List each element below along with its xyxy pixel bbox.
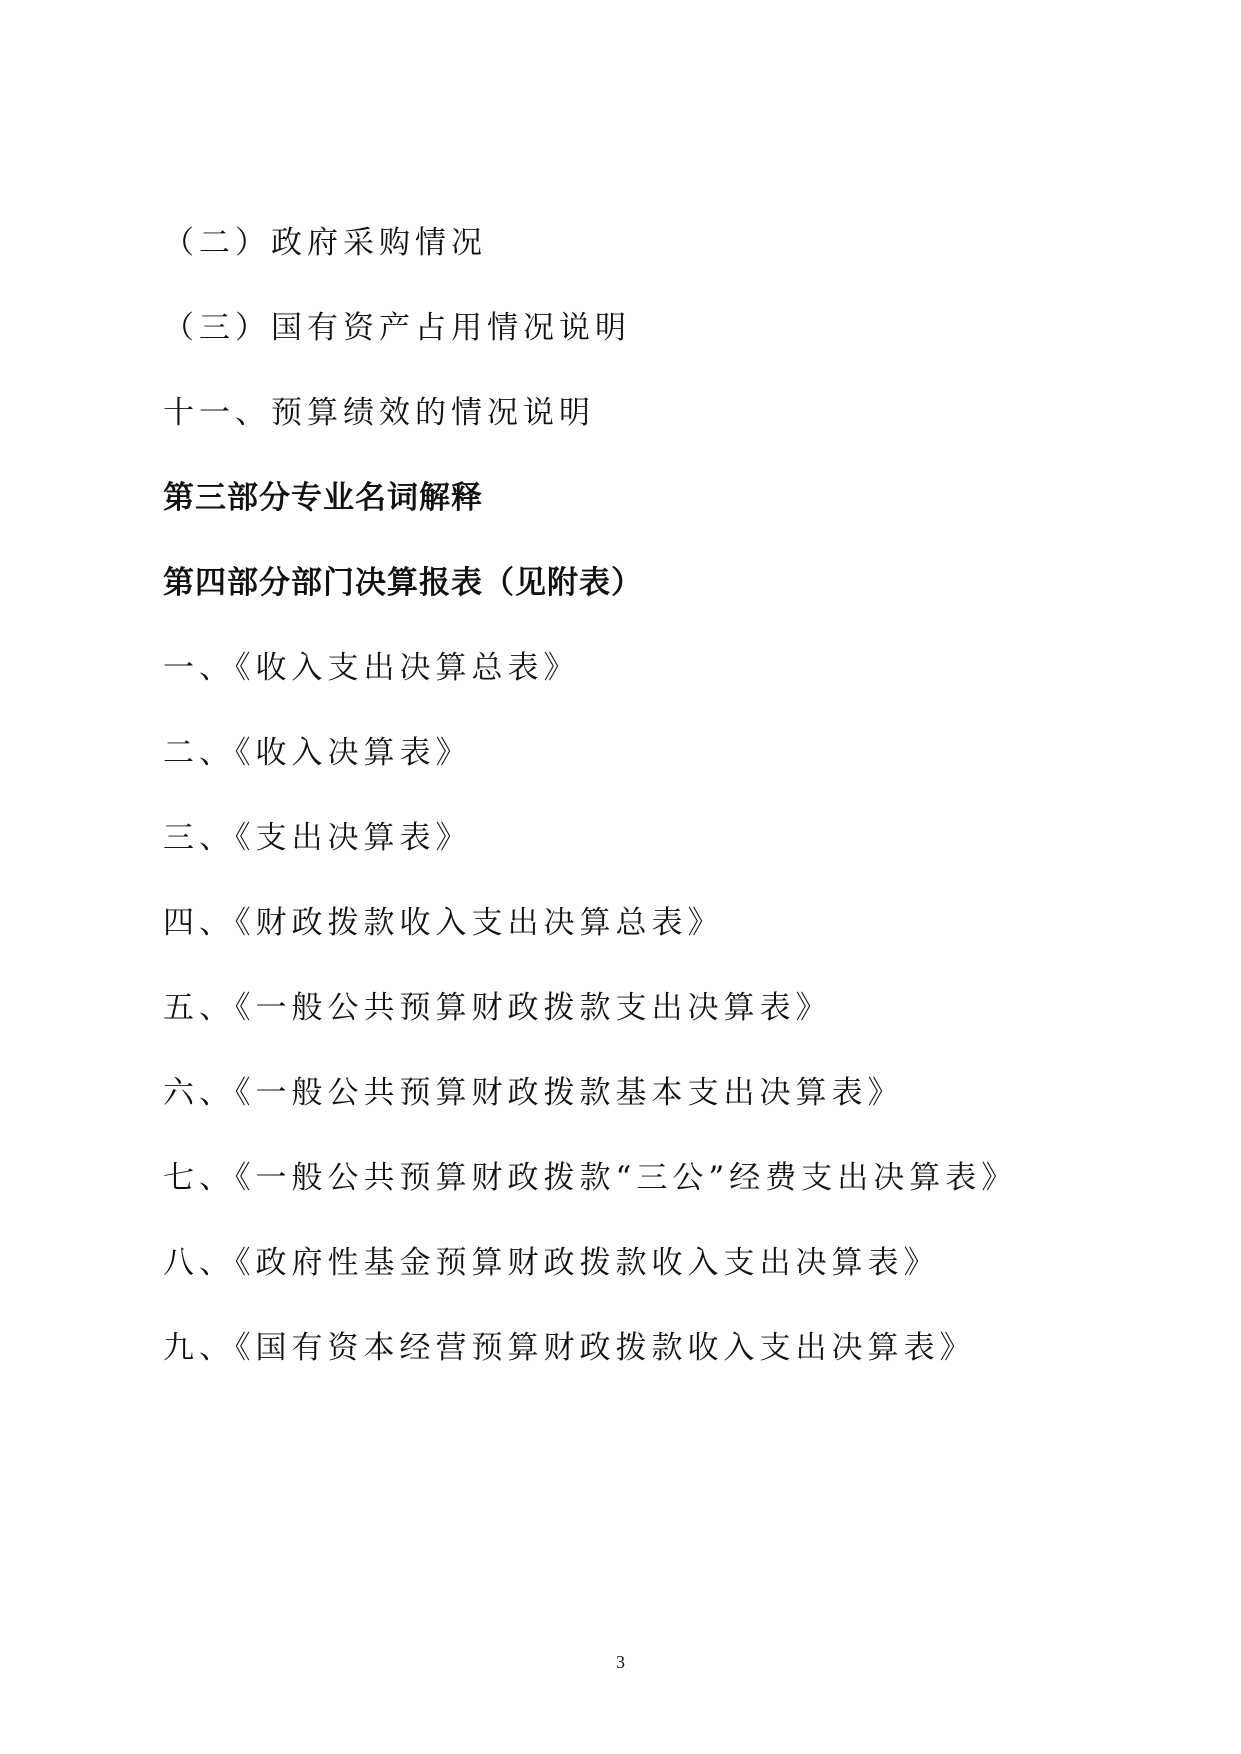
toc-item-table-2: 二、《收入决算表》 bbox=[163, 735, 472, 771]
table-of-contents bbox=[163, 210, 1163, 1400]
toc-item-government-procurement: （二）政府采购情况 bbox=[163, 225, 487, 261]
toc-item-table-1: 一、《收入支出决算总表》 bbox=[163, 650, 580, 686]
toc-item-state-assets: （三）国有资产占用情况说明 bbox=[163, 310, 631, 346]
toc-item-table-4: 四、《财政拨款收入支出决算总表》 bbox=[163, 905, 724, 941]
toc-item-table-3: 三、《支出决算表》 bbox=[163, 820, 472, 856]
toc-item-table-7: 七、《一般公共预算财政拨款“三公”经费支出决算表》 bbox=[163, 1160, 1018, 1196]
toc-item-table-9: 九、《国有资本经营预算财政拨款收入支出决算表》 bbox=[163, 1330, 976, 1366]
toc-item-table-8: 八、《政府性基金预算财政拨款收入支出决算表》 bbox=[163, 1245, 940, 1281]
toc-item-table-5: 五、《一般公共预算财政拨款支出决算表》 bbox=[163, 990, 832, 1026]
toc-item-table-6: 六、《一般公共预算财政拨款基本支出决算表》 bbox=[163, 1075, 904, 1111]
section-heading-part-three: 第三部分专业名词解释 bbox=[163, 480, 483, 516]
toc-item-budget-performance: 十一、预算绩效的情况说明 bbox=[163, 395, 595, 431]
section-heading-part-four: 第四部分部门决算报表（见附表） bbox=[163, 565, 643, 601]
page-number: 3 bbox=[616, 1652, 625, 1672]
